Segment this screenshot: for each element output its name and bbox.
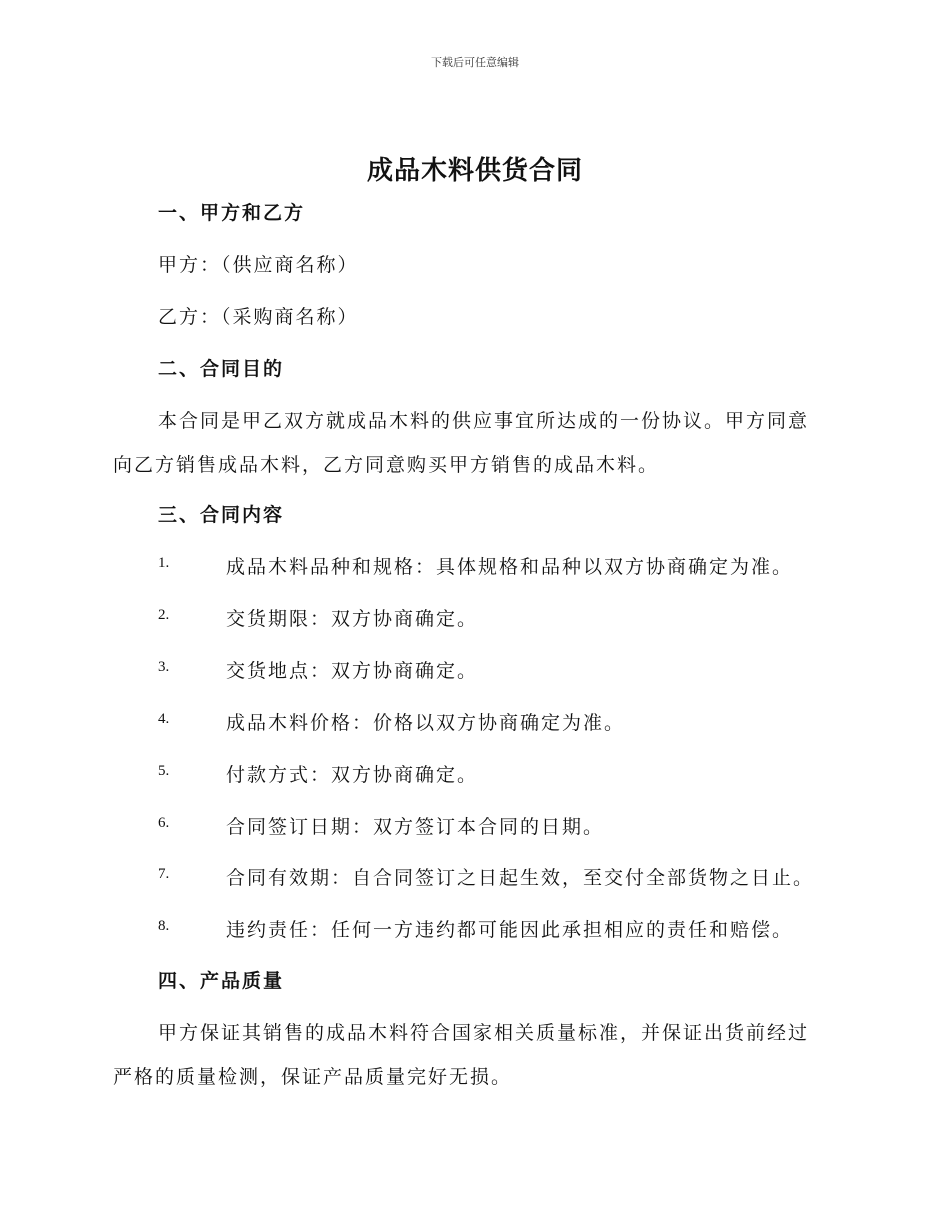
list-item-text: 交货期限：双方协商确定。	[226, 608, 479, 630]
list-item-number: 4.	[158, 711, 170, 727]
list-item-number: 6.	[158, 815, 170, 831]
list-item-number: 5.	[158, 763, 170, 779]
quality-paragraph-line-2: 严格的质量检测，保证产品质量完好无损。	[113, 1066, 513, 1088]
section-heading-quality: 四、产品质量	[158, 970, 285, 992]
quality-paragraph-line-1: 甲方保证其销售的成品木料符合国家相关质量标准，并保证出货前经过	[158, 1022, 810, 1044]
list-item-text: 成品木料品种和规格：具体规格和品种以双方协商确定为准。	[226, 556, 794, 578]
list-item-text: 合同签订日期：双方签订本合同的日期。	[226, 816, 605, 838]
document-title: 成品木料供货合同	[366, 156, 583, 186]
list-item-number: 1.	[158, 555, 170, 571]
list-item-number: 3.	[158, 659, 170, 675]
list-item-number: 2.	[158, 607, 170, 623]
section-heading-purpose: 二、合同目的	[158, 358, 285, 380]
list-item-text: 合同有效期：自合同签订之日起生效，至交付全部货物之日止。	[226, 867, 815, 889]
party-a-line: 甲方：（供应商名称）	[158, 254, 359, 276]
list-item-number: 8.	[158, 918, 170, 934]
header-note: 下载后可任意编辑	[431, 56, 519, 69]
list-item-text: 违约责任：任何一方违约都可能因此承担相应的责任和赔偿。	[226, 919, 794, 941]
purpose-paragraph-line-1: 本合同是甲乙双方就成品木料的供应事宜所达成的一份协议。甲方同意	[158, 410, 810, 432]
list-item-text: 交货地点：双方协商确定。	[226, 660, 479, 682]
purpose-paragraph-line-2: 向乙方销售成品木料，乙方同意购买甲方销售的成品木料。	[113, 454, 660, 476]
section-heading-content: 三、合同内容	[158, 504, 285, 526]
list-item-text: 成品木料价格：价格以双方协商确定为准。	[226, 712, 626, 734]
list-item-number: 7.	[158, 866, 170, 882]
section-heading-parties: 一、甲方和乙方	[158, 202, 306, 224]
party-b-line: 乙方：（采购商名称）	[158, 306, 359, 328]
list-item-text: 付款方式：双方协商确定。	[226, 764, 479, 786]
